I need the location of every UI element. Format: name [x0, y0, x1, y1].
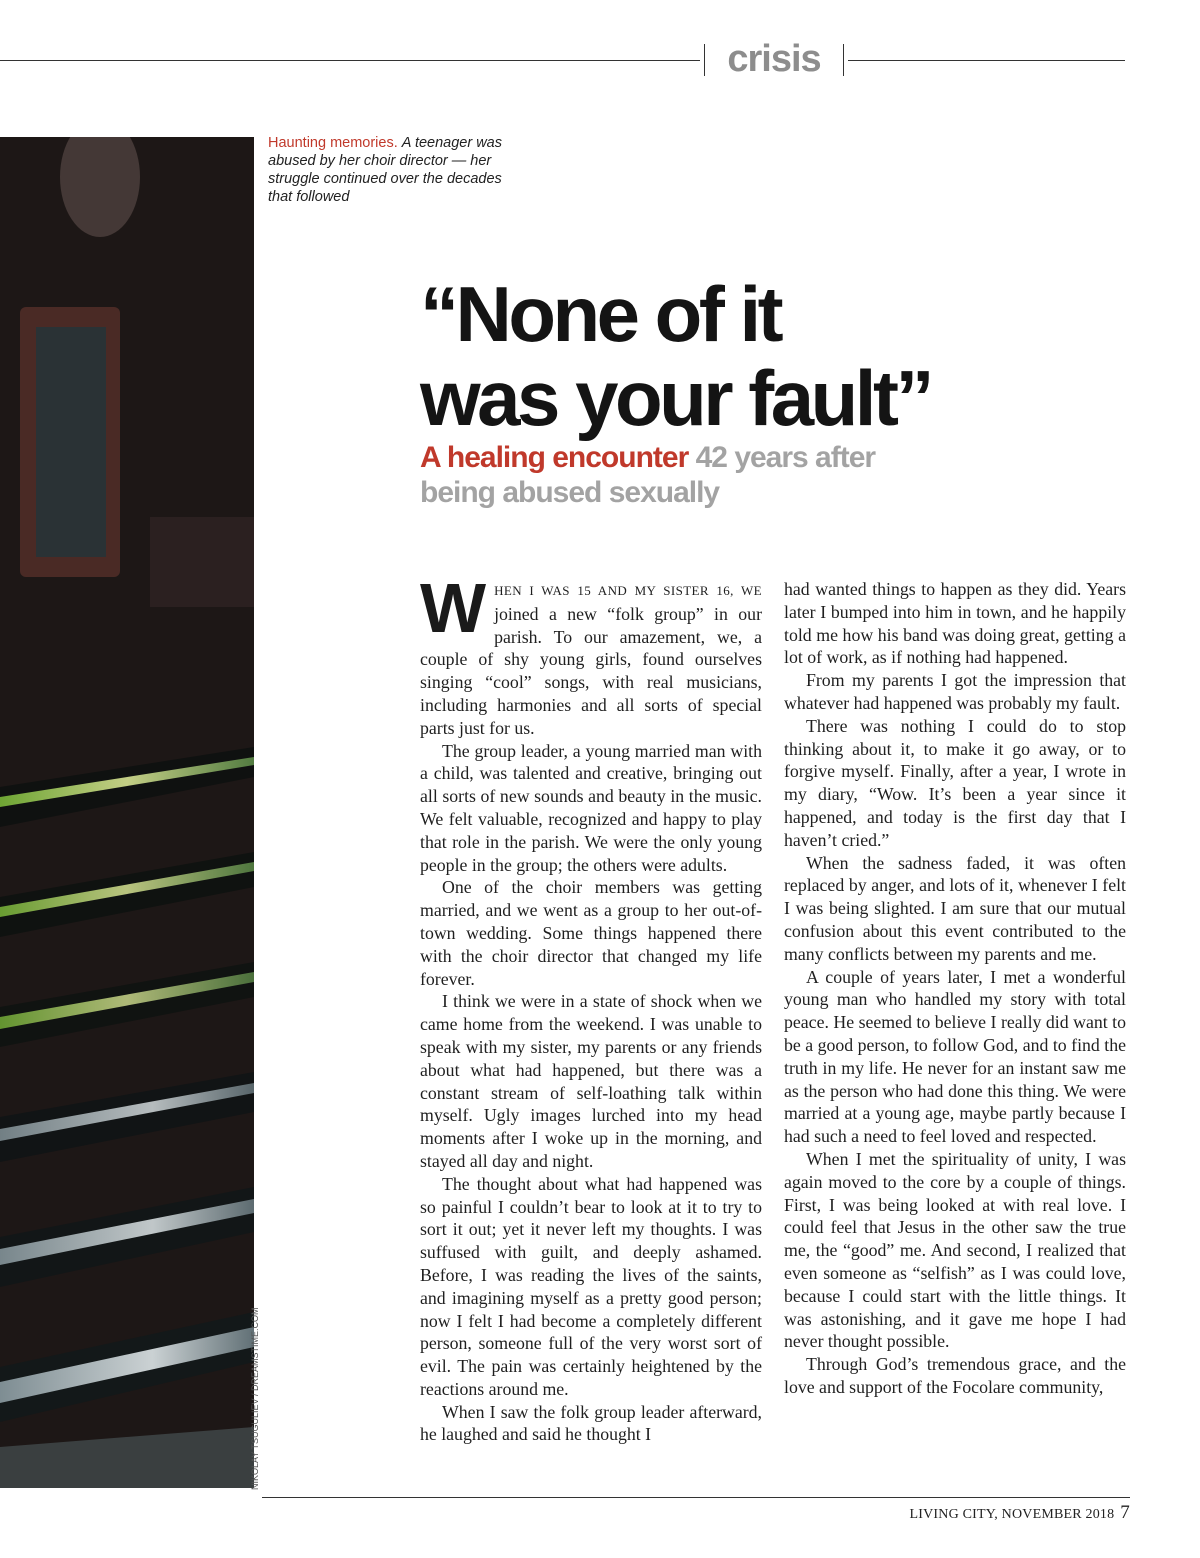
- paragraph-11: When I met the spirituality of unity, I was again moved to the core by a couple of things. First, I was being looked at with real love. I could feel that Jesus in the other saw the true me, the “good” me. And second, I realized that even someone as “selfish” as I was could love, because I could start with the little things. It was astonishing, and it gave me hope I had never thought possible.: [784, 1148, 1126, 1352]
- pews-illustration: [0, 137, 254, 1488]
- paragraph-4: I think we were in a state of shock when we came home from the weekend. I was unable to speak with my sister, my parents or any friends about what had happened, but there was a constant stream of self-loathing talk within myself. Ugly images lurched into my head moments after I woke up in the morning, and stayed all day and night.: [420, 991, 762, 1171]
- paragraph-1-text: joined a new “folk group” in our parish. To our amazement, we, a couple of shy young girls, found ourselves singing “cool” songs, with real musicians, including harmonies and all sorts of special parts just for us.: [420, 603, 762, 738]
- article-photo: [0, 137, 254, 1488]
- drop-cap: W: [420, 569, 487, 647]
- caption-text: A teenager was abused by her choir director — her struggle continued over the decades that followed: [268, 135, 502, 205]
- paragraph-6-continued: had wanted things to happen as they did. Years later I bumped into him in town, and he happily told me how his band was doing great, getting a lot of work, as if nothing had happened.: [784, 579, 1126, 668]
- paragraph-7: From my parents I got the impression that whatever had happened was probably my fault.: [784, 670, 1126, 713]
- header-rule-right: [848, 60, 1125, 61]
- paragraph-3: One of the choir members was getting married, and we went as a group to her out-of-town wedding. Some things happened there with the choir director that changed my life forever.: [420, 877, 762, 989]
- photo-caption: [268, 134, 508, 206]
- article-column-right: [784, 578, 1126, 1399]
- headline-line-2: was your fault”: [420, 354, 931, 442]
- header-rule-left: [0, 60, 700, 61]
- header-tick-left: [704, 44, 705, 76]
- caption-lead: Haunting memories.: [268, 135, 398, 151]
- paragraph-9: When the sadness faded, it was often replaced by anger, and lots of it, whenever I felt I was being slighted. I am sure that our mutual confusion about this event contributed to the many conflicts between my parents and me.: [784, 852, 1126, 964]
- article-deck: [420, 440, 940, 510]
- page-footer: [800, 1502, 1130, 1524]
- footer-rule: [262, 1497, 1130, 1498]
- paragraph-12: Through God’s tremendous grace, and the love and support of the Focolare community,: [784, 1354, 1126, 1397]
- opening-smallcaps: HEN I WAS 15 AND MY SISTER 16, WE: [494, 583, 762, 598]
- deck-highlight: A healing encounter: [420, 441, 689, 474]
- headline-line-1: “None of it: [420, 270, 781, 358]
- paragraph-1: [420, 569, 762, 740]
- section-label: crisis: [727, 38, 821, 80]
- photo-credit: NIKOLAY TSUGULIEV / DREAMSTIME.COM: [250, 1307, 260, 1490]
- paragraph-6: When I saw the folk group leader afterward, he laughed and said he thought I: [420, 1401, 762, 1445]
- paragraph-8: There was nothing I could do to stop thinking about it, to make it go away, or to forgive myself. Finally, after a year, I wrote in my diary, “Wow. It’s been a year since it happened, and today is the first day that I haven’t cried.”: [784, 715, 1126, 850]
- page-number: 7: [1120, 1502, 1130, 1523]
- paragraph-5: The thought about what had happened was so painful I couldn’t bear to look at it to try to sort it out; yet it never left my thoughts. I was suffused with guilt, and deeply ashamed. Before, I was reading the lives of the saints, and imagining myself as a pretty good person; now I felt I had become a completely different person, someone full of the very worst sort of evil. The pain was certainly heightened by the reactions around me.: [420, 1173, 762, 1399]
- paragraph-10: A couple of years later, I met a wonderful young man who handled my story with total peace. He seemed to believe I really did want to be a good person, to follow God, and to find the truth in my life. He never for an instant saw me as the person who had done this thing. We were married at a young age, maybe partly because I had such a need to feel loved and respected.: [784, 966, 1126, 1147]
- article-column-left: [420, 569, 762, 1446]
- article-headline: [420, 272, 1040, 440]
- deck-rest: 42 years after being abused sexually: [420, 441, 876, 509]
- header-tick-right: [843, 44, 844, 76]
- paragraph-2: The group leader, a young married man with a child, was talented and creative, bringing out all sorts of new sounds and beauty in the music. We felt valuable, recognized and happy to play that role in the parish. We were the only young people in the group; the others were adults.: [420, 740, 762, 875]
- publication-name: LIVING CITY, NOVEMBER 2018: [909, 1507, 1115, 1522]
